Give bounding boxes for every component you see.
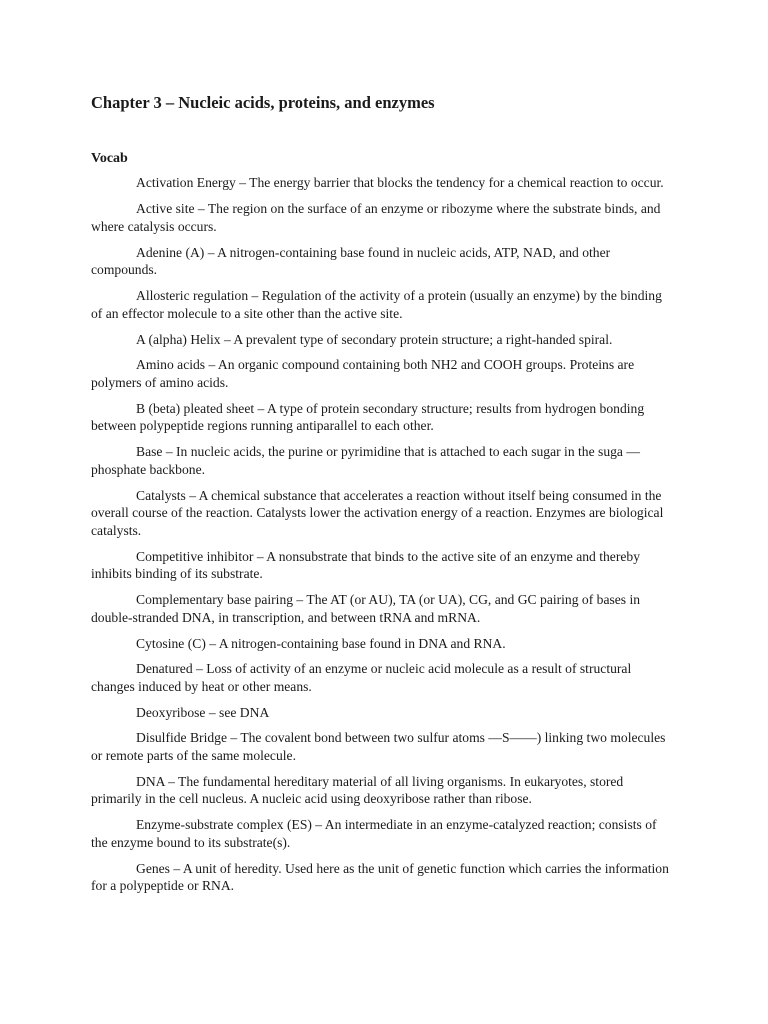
vocab-entry-cytosine: Cytosine (C) – A nitrogen-containing base found in DNA and RNA. xyxy=(136,635,506,651)
vocab-entry-beta-pleated-sheet: B (beta) pleated sheet – A type of protein secondary structure; results from hydrogen bonding between polypeptide regions running antiparallel to each other. xyxy=(91,400,645,433)
vocab-entry-complementary-base-pairing: Complementary base pairing – The AT (or AU), TA (or UA), CG, and GC pairing of bases in double-stranded DNA, in transcription, and between tRNA and mRNA. xyxy=(91,592,641,625)
vocab-entry-competitive-inhibitor: Competitive inhibitor – A nonsubstrate that binds to the active site of an enzyme and thereby inhibits binding of its substrate. xyxy=(91,548,640,581)
vocab-entry-disulfide-bridge: Disulfide Bridge – The covalent bond between two sulfur atoms —S——) linking two molecules or remote parts of the same molecule. xyxy=(91,730,666,763)
vocab-entry-base: Base – In nucleic acids, the purine or pyrimidine that is attached to each sugar in the suga —phosphate backbone. xyxy=(91,444,640,477)
vocab-entry-active-site: Active site – The region on the surface of an enzyme or ribozyme where the substrate binds, and where catalysis occurs. xyxy=(91,201,661,234)
vocab-list xyxy=(91,174,671,895)
vocab-entry-deoxyribose: Deoxyribose – see DNA xyxy=(136,704,270,720)
vocab-entry-enzyme-substrate-complex: Enzyme-substrate complex (ES) – An intermediate in an enzyme-catalyzed reaction; consists of the enzyme bound to its substrate(s). xyxy=(91,817,657,850)
vocab-entry-genes: Genes – A unit of heredity. Used here as the unit of genetic function which carries the information for a polypeptide or RNA. xyxy=(91,860,669,893)
vocab-entry-adenine: Adenine (A) – A nitrogen-containing base found in nucleic acids, ATP, NAD, and other compounds. xyxy=(91,244,611,277)
vocab-entry-allosteric-regulation: Allosteric regulation – Regulation of the activity of a protein (usually an enzyme) by the binding of an effector molecule to a site other than the active site. xyxy=(91,288,662,321)
vocab-entry-alpha-helix: A (alpha) Helix – A prevalent type of secondary protein structure; a right-handed spiral. xyxy=(136,331,613,347)
vocab-entry-activation-energy: Activation Energy – The energy barrier that blocks the tendency for a chemical reaction to occur. xyxy=(136,175,664,190)
document-page xyxy=(91,92,671,903)
vocab-entry-denatured: Denatured – Loss of activity of an enzyme or nucleic acid molecule as a result of structural changes induced by heat or other means. xyxy=(91,661,632,694)
vocab-heading: Vocab xyxy=(91,151,128,166)
vocab-entry-catalysts: Catalysts – A chemical substance that accelerates a reaction without itself being consumed in the overall course of the reaction. Catalysts lower the activation energy of a reaction. Enzymes are biological catalysts. xyxy=(91,487,664,538)
vocab-entry-amino-acids: Amino acids – An organic compound containing both NH2 and COOH groups. Proteins are polymers of amino acids. xyxy=(91,357,635,390)
vocab-entry-dna: DNA – The fundamental hereditary material of all living organisms. In eukaryotes, stored primarily in the cell nucleus. A nucleic acid using deoxyribose rather than ribose. xyxy=(91,773,624,806)
chapter-title: Chapter 3 – Nucleic acids, proteins, and enzymes xyxy=(91,93,435,112)
